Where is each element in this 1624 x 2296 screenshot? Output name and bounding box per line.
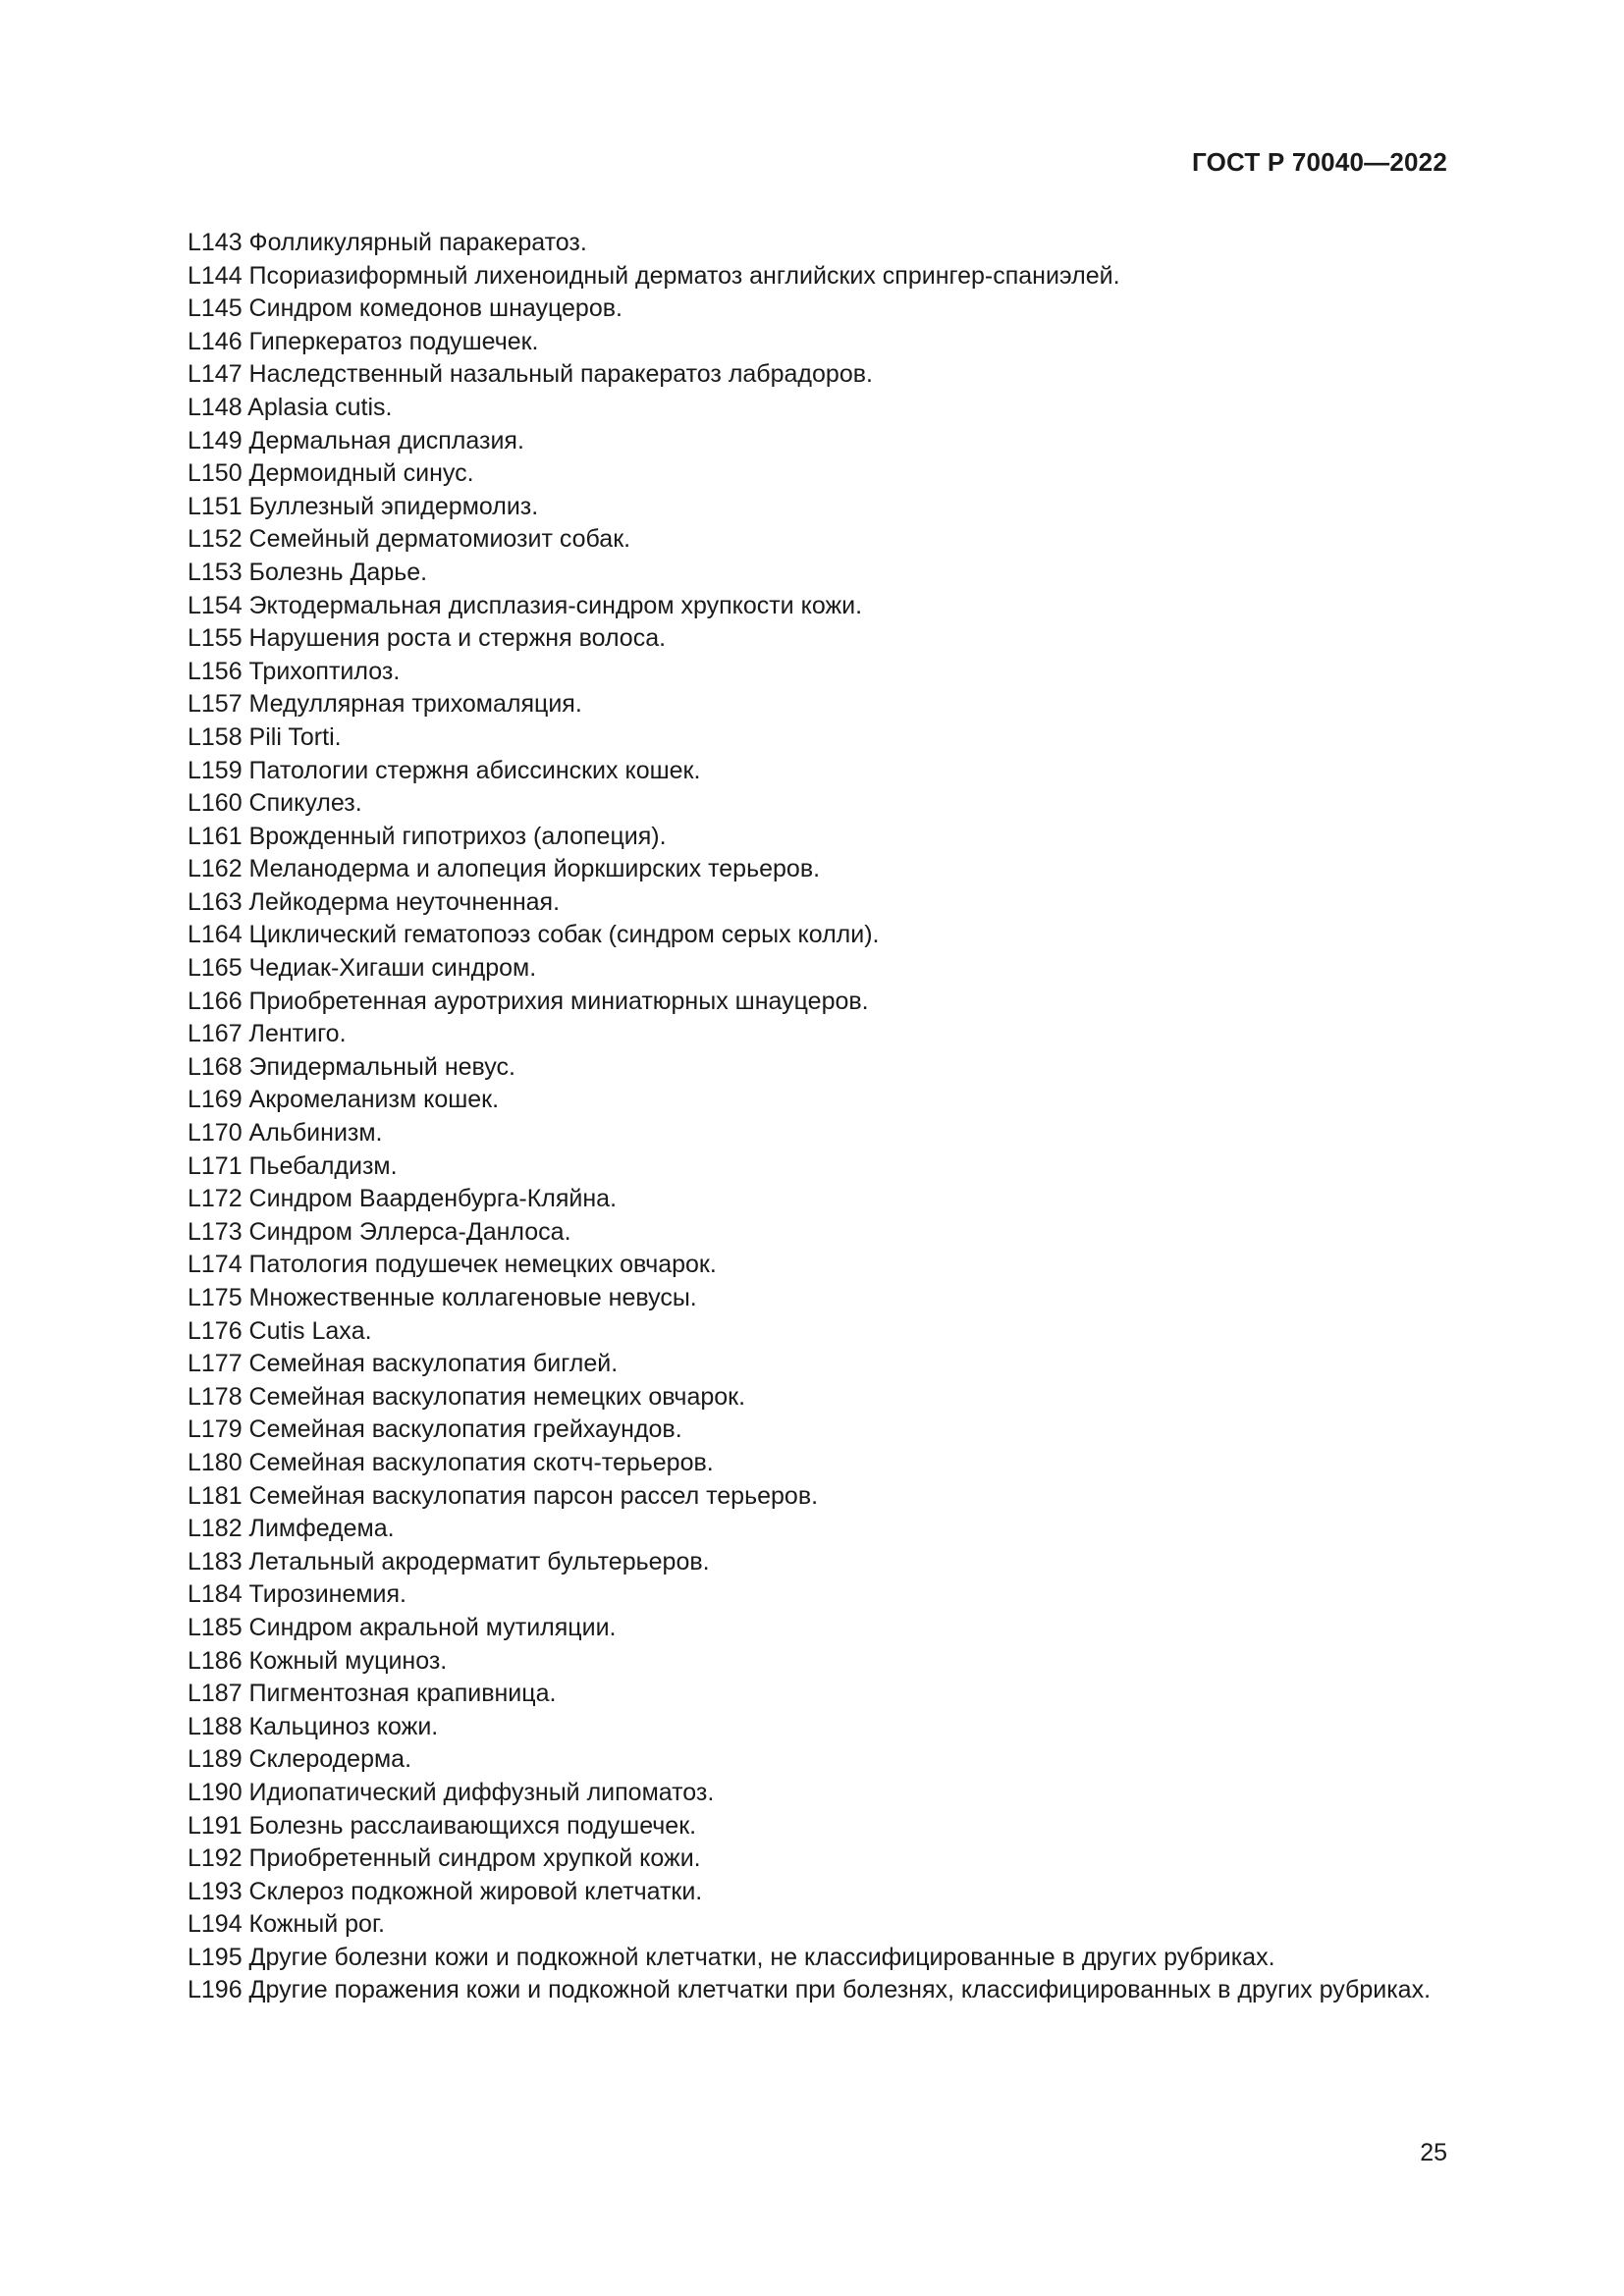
classification-entry: L183 Летальный акродерматит бультерьеров.	[188, 1547, 710, 1575]
classification-entry: L182 Лимфедема.	[188, 1515, 395, 1543]
classification-entry: L181 Семейная васкулопатия парсон рассел терьеров.	[188, 1481, 819, 1510]
classification-entry: L145 Синдром комедонов шнауцеров.	[188, 294, 623, 323]
classification-entry: L154 Эктодермальная дисплазия-синдром хрупкости кожи.	[188, 591, 863, 619]
classification-entry: L162 Меланодерма и алопеция йоркширских терьеров.	[188, 855, 821, 883]
classification-entry: L187 Пигментозная крапивница.	[188, 1680, 557, 1708]
classification-entry: L179 Семейная васкулопатия грейхаундов.	[188, 1415, 682, 1444]
classification-entry: L196 Другие поражения кожи и подкожной клетчатки при болезнях, классифицированных в других рубриках.	[188, 1976, 1432, 2004]
classification-entry: L194 Кожный рог.	[188, 1910, 385, 1939]
classification-entry: L146 Гиперкератоз подушечек.	[188, 327, 539, 355]
classification-entry: L148 Aplasia cutis.	[188, 393, 393, 421]
classification-entry: L178 Семейная васкулопатия немецких овчарок.	[188, 1382, 746, 1411]
classification-entry: L150 Дермоидный синус.	[188, 459, 474, 488]
classification-entry: L165 Чедиак-Хигаши синдром.	[188, 954, 537, 983]
classification-entry: L191 Болезнь расслаивающихся подушечек.	[188, 1811, 697, 1840]
classification-entry: L159 Патологии стержня абиссинских кошек.	[188, 756, 701, 784]
classification-entry: L173 Синдром Эллерса-Данлоса.	[188, 1217, 571, 1246]
classification-entry: L193 Склероз подкожной жировой клетчатки.	[188, 1877, 703, 1905]
classification-entry: L157 Медуллярная трихомаляция.	[188, 690, 582, 719]
classification-entry: L156 Трихоптилоз.	[188, 657, 401, 685]
classification-entry: L153 Болезнь Дарье.	[188, 558, 428, 586]
classification-entry: L147 Наследственный назальный паракератоз лабрадоров.	[188, 360, 873, 389]
classification-entry: L172 Синдром Ваарденбурга-Кляйна.	[188, 1185, 618, 1213]
page-number: 25	[1420, 2139, 1447, 2166]
classification-entry: L144 Псориазиформный лихеноидный дерматоз английских спрингер-спаниэлей.	[188, 261, 1120, 290]
classification-entry: L192 Приобретенный синдром хрупкой кожи.	[188, 1844, 701, 1873]
classification-entry: L143 Фолликулярный паракератоз.	[188, 229, 587, 256]
classification-entry: L163 Лейкодерма неуточненная.	[188, 887, 561, 916]
classification-entry: L168 Эпидермальный невус.	[188, 1052, 515, 1081]
classification-entry: L171 Пьебалдизм.	[188, 1151, 398, 1180]
classification-entry: L161 Врожденный гипотрихоз (алопеция).	[188, 822, 667, 850]
classification-entry: L152 Семейный дерматомиозит собак.	[188, 525, 631, 554]
classification-entry: L151 Буллезный эпидермолиз.	[188, 492, 539, 520]
document-code-header: ГОСТ Р 70040—2022	[1192, 147, 1447, 177]
classification-entry: L160 Спикулез.	[188, 789, 362, 818]
classification-entry: L170 Альбинизм.	[188, 1119, 383, 1148]
classification-entry: L174 Патология подушечек немецких овчарок.	[188, 1251, 717, 1279]
classification-entry: L184 Тирозинемия.	[188, 1580, 406, 1609]
classification-entry: L175 Множественные коллагеновые невусы.	[188, 1284, 697, 1311]
classification-entry: L169 Акромеланизм кошек.	[188, 1086, 500, 1114]
classification-entry: L155 Нарушения роста и стержня волоса.	[188, 624, 667, 653]
classification-entry: L149 Дермальная дисплазия.	[188, 426, 524, 454]
classification-entry: L190 Идиопатический диффузный липоматоз.	[188, 1778, 715, 1806]
classification-entry: L176 Cutis Laxa.	[188, 1316, 372, 1345]
classification-entry: L188 Кальциноз кожи.	[188, 1712, 439, 1740]
classification-entry: L189 Склеродерма.	[188, 1745, 412, 1774]
classification-entry: L166 Приобретенная ауротрихия миниатюрных шнауцеров.	[188, 987, 869, 1015]
classification-entry: L186 Кожный муциноз.	[188, 1646, 448, 1675]
classification-list	[117, 227, 1447, 2007]
classification-entry: L167 Лентиго.	[188, 1020, 347, 1048]
classification-entry: L164 Циклический гематопоэз собак (синдром серых колли).	[188, 921, 880, 949]
classification-entry: L195 Другие болезни кожи и подкожной клетчатки, не классифицированные в других рубриках.	[188, 1943, 1275, 1971]
classification-entry: L180 Семейная васкулопатия скотч-терьеров.	[188, 1448, 714, 1476]
classification-entry: L177 Семейная васкулопатия биглей.	[188, 1350, 619, 1378]
classification-entry: L185 Синдром акральной мутиляции.	[188, 1613, 617, 1641]
classification-entry: L158 Pili Torti.	[188, 722, 342, 751]
